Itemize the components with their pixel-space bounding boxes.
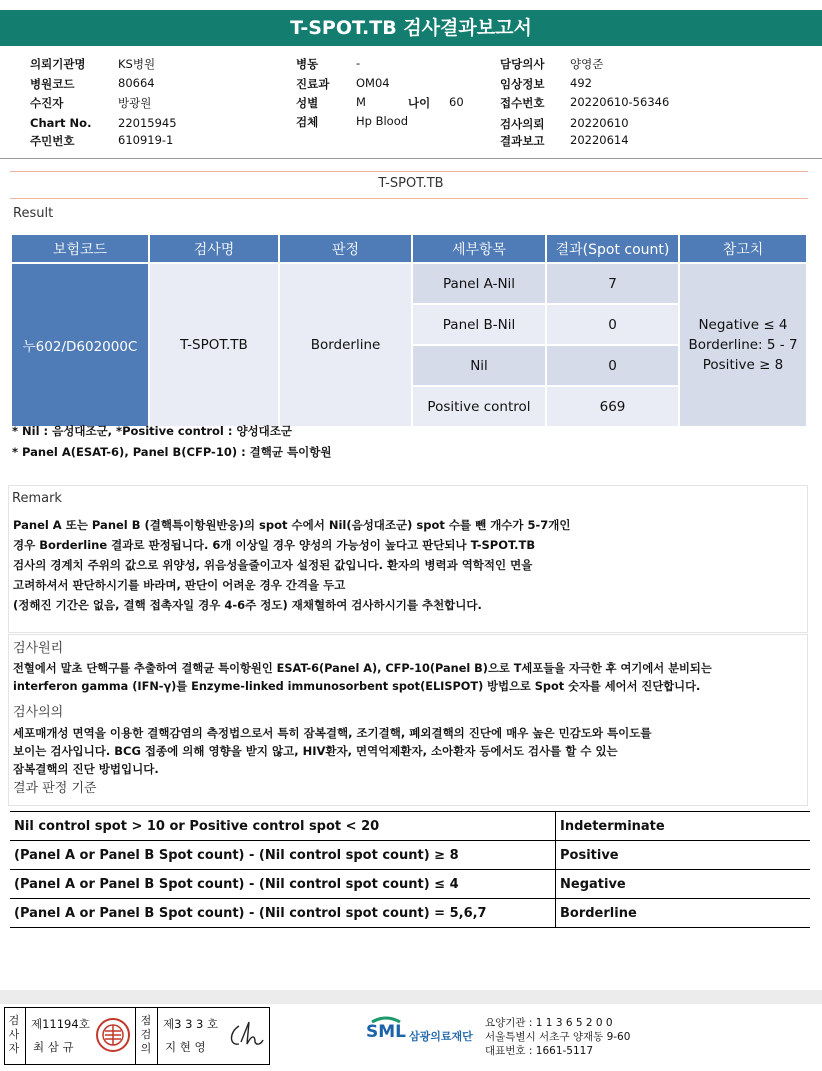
label-patient: 수진자 bbox=[30, 96, 64, 110]
signature-icon bbox=[227, 1018, 265, 1052]
label-report-date: 결과보고 bbox=[500, 134, 545, 148]
label-clinical-info: 임상정보 bbox=[500, 77, 545, 91]
criteria-condition: (Panel A or Panel B Spot count) - (Nil control spot count) = 5,6,7 bbox=[10, 899, 556, 928]
col-spot-count: 결과(Spot count) bbox=[546, 234, 679, 263]
criteria-result: Indeterminate bbox=[556, 812, 811, 841]
footer-address bbox=[485, 1016, 630, 1058]
label-sex: 성별 bbox=[296, 96, 319, 110]
label-department: 진료과 bbox=[296, 77, 330, 91]
signature-box bbox=[4, 1007, 270, 1065]
label-institution: 의뢰기관명 bbox=[30, 57, 86, 71]
criteria-result: Positive bbox=[556, 841, 811, 870]
value-request-date: 20220610 bbox=[570, 116, 629, 130]
criteria-condition: Nil control spot > 10 or Positive control spot < 20 bbox=[10, 812, 556, 841]
spot-count: 0 bbox=[546, 304, 679, 345]
label-resident-no: 주민번호 bbox=[30, 134, 75, 148]
criteria-result: Borderline bbox=[556, 899, 811, 928]
reference-values bbox=[679, 263, 807, 427]
value-accession-no: 20220610-56346 bbox=[570, 95, 670, 109]
inspector-no: 제11194호 bbox=[31, 1017, 90, 1031]
label-doctor: 담당의사 bbox=[500, 57, 545, 71]
seal-stamp-icon bbox=[95, 1017, 131, 1053]
report-name-bottom-rule bbox=[10, 198, 808, 199]
note-controls: * Nil : 음성대조군, *Positive control : 양성대조군 bbox=[12, 424, 292, 438]
label-request-date: 검사의뢰 bbox=[500, 117, 545, 131]
divider bbox=[135, 1008, 136, 1064]
detail-item: Positive control bbox=[412, 386, 546, 427]
value-resident-no: 610919-1 bbox=[118, 133, 174, 147]
inspector-name: 최 삼 규 bbox=[33, 1040, 74, 1054]
logo-text: SML bbox=[366, 1022, 406, 1042]
spot-count: 7 bbox=[546, 263, 679, 304]
header-divider bbox=[0, 158, 822, 159]
remark-line: 고려하셔서 판단하시기를 바라며, 판단이 어려운 경우 간격을 두고 bbox=[13, 578, 346, 592]
value-institution: KS병원 bbox=[118, 57, 156, 71]
remark-line: Panel A 또는 Panel B (결핵특이항원반응)의 spot 수에서 Nil(음성대조군) spot 수를 뺀 개수가 5-7개인 bbox=[13, 518, 571, 532]
remark-title: Remark bbox=[12, 491, 62, 506]
value-specimen: Hp Blood bbox=[356, 114, 409, 128]
principle-text bbox=[13, 660, 712, 696]
table-row bbox=[11, 263, 807, 304]
col-judgement: 판정 bbox=[279, 234, 412, 263]
institution-code: 요양기관 : 1 1 3 6 5 2 0 0 bbox=[485, 1017, 613, 1029]
label-hospital-code: 병원코드 bbox=[30, 77, 75, 91]
report-name-top-rule bbox=[10, 171, 808, 172]
reviewer-name: 지 현 영 bbox=[165, 1040, 206, 1054]
value-chart-no: 22015945 bbox=[118, 116, 177, 130]
address-line: 서울특별시 서초구 양재동 9-60 bbox=[485, 1031, 631, 1043]
reviewer-label-text: 점검의 bbox=[140, 1014, 152, 1055]
principle-line: 전혈에서 말초 단핵구를 추출하여 결핵균 특이항원인 ESAT-6(Panel A), CFP-10(Panel B)으로 T세포들을 자극한 후 여기에서 분비되는 bbox=[13, 662, 712, 675]
value-clinical-info: 492 bbox=[570, 76, 592, 90]
divider bbox=[25, 1008, 26, 1064]
col-insurance-code: 보험코드 bbox=[11, 234, 149, 263]
report-title: T-SPOT.TB 검사결과보고서 bbox=[0, 10, 822, 46]
detail-item: Nil bbox=[412, 345, 546, 386]
table-row bbox=[10, 870, 810, 899]
inspector-label-text: 검사자 bbox=[8, 1014, 20, 1055]
remark-line: 검사의 경계치 주위의 값으로 위양성, 위음성을줄이고자 설정된 값입니다. 환자의 병력과 역학적인 면을 bbox=[13, 558, 533, 572]
value-department: OM04 bbox=[356, 76, 390, 90]
table-row bbox=[10, 812, 810, 841]
inspector-label bbox=[6, 1014, 22, 1056]
label-specimen: 검체 bbox=[296, 115, 319, 129]
principle-title: 검사원리 bbox=[13, 641, 64, 656]
value-patient: 방광원 bbox=[118, 96, 152, 110]
criteria-condition: (Panel A or Panel B Spot count) - (Nil control spot count) ≥ 8 bbox=[10, 841, 556, 870]
criteria-table bbox=[10, 811, 810, 928]
significance-line: 세포매개성 면역을 이용한 결핵감염의 측정법으로서 특히 잠복결핵, 조기결핵, 폐외결핵의 진단에 매우 높은 민감도와 특이도를 bbox=[13, 726, 652, 740]
spot-count: 669 bbox=[546, 386, 679, 427]
criteria-title: 결과 판정 기준 bbox=[13, 781, 97, 796]
note-panels: * Panel A(ESAT-6), Panel B(CFP-10) : 결핵균 특이항원 bbox=[12, 445, 332, 459]
col-test-name: 검사명 bbox=[149, 234, 279, 263]
footer-divider-band bbox=[0, 990, 822, 1004]
insurance-code: 누602/D602000C bbox=[11, 263, 149, 427]
label-accession-no: 접수번호 bbox=[500, 96, 545, 110]
significance-line: 보이는 검사입니다. BCG 접종에 의해 영향을 받지 않고, HIV환자, 면역억제환자, 소아환자 등에서도 검사를 할 수 있는 bbox=[13, 744, 618, 758]
remark-line: 경우 Borderline 결과로 판정됩니다. 6개 이상일 경우 양성의 가능성이 높다고 판단되나 T-SPOT.TB bbox=[13, 538, 536, 552]
label-age: 나이 bbox=[408, 96, 431, 110]
remark-line: (정해진 기간은 없음, 결핵 접촉자일 경우 4-6주 정도) 재채혈하여 검사하시기를 추천합니다. bbox=[13, 598, 482, 612]
spot-count: 0 bbox=[546, 345, 679, 386]
report-name: T-SPOT.TB bbox=[378, 176, 444, 191]
label-ward: 병동 bbox=[296, 57, 319, 71]
col-detail-item: 세부항목 bbox=[412, 234, 546, 263]
divider bbox=[157, 1008, 158, 1064]
reviewer-label bbox=[138, 1014, 154, 1056]
table-row bbox=[10, 841, 810, 870]
footer bbox=[0, 1004, 822, 1071]
criteria-condition: (Panel A or Panel B Spot count) - (Nil control spot count) ≤ 4 bbox=[10, 870, 556, 899]
col-reference: 참고치 bbox=[679, 234, 807, 263]
phone-line: 대표번호 : 1661-5117 bbox=[485, 1045, 594, 1057]
result-header-row bbox=[11, 234, 807, 263]
value-sex: M bbox=[356, 95, 366, 109]
significance-text bbox=[13, 724, 651, 778]
reference-negative: Negative ≤ 4 bbox=[698, 317, 788, 333]
detail-item: Panel A-Nil bbox=[412, 263, 546, 304]
result-table bbox=[10, 233, 808, 428]
value-report-date: 20220614 bbox=[570, 133, 629, 147]
reviewer-no: 제3 3 3 호 bbox=[163, 1017, 219, 1031]
significance-title: 검사의의 bbox=[13, 705, 64, 720]
table-row bbox=[10, 899, 810, 928]
reference-positive: Positive ≥ 8 bbox=[702, 357, 784, 373]
significance-line: 잠복결핵의 진단 방법입니다. bbox=[13, 762, 159, 776]
principle-line: interferon gamma (IFN-γ)를 Enzyme-linked immunosorbent spot(ELISPOT) 방법으로 Spot 숫자를 세어서 진단합니다. bbox=[13, 680, 701, 693]
reference-borderline: Borderline: 5 - 7 bbox=[688, 337, 798, 353]
value-doctor: 양영준 bbox=[570, 57, 604, 71]
value-age: 60 bbox=[449, 95, 464, 109]
remark-text bbox=[13, 515, 571, 615]
value-hospital-code: 80664 bbox=[118, 76, 155, 90]
result-section-title: Result bbox=[13, 206, 54, 221]
judgement-value: Borderline bbox=[279, 263, 412, 427]
detail-item: Panel B-Nil bbox=[412, 304, 546, 345]
test-name: T-SPOT.TB bbox=[149, 263, 279, 427]
value-ward: - bbox=[356, 56, 361, 70]
label-chart-no: Chart No. bbox=[30, 116, 92, 130]
criteria-result: Negative bbox=[556, 870, 811, 899]
org-name: 삼광의료재단 bbox=[409, 1030, 473, 1043]
